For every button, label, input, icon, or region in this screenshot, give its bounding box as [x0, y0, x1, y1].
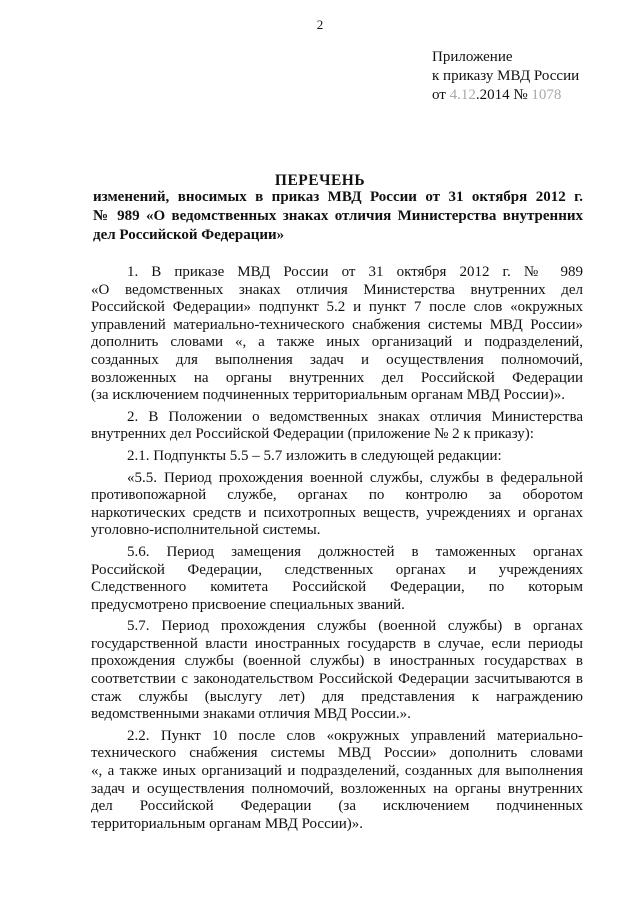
- date-year: .2014: [475, 87, 510, 103]
- paragraph-line: Российской Федерации» подпункт 5.2 и пункт 7 после слов «окружных: [91, 299, 583, 316]
- paragraph-line: (за исключением подчиненных территориальным органам МВД России)».: [91, 387, 565, 404]
- paragraph-line: 2. В Положении о ведомственных знаках отличия Министерства: [127, 408, 583, 425]
- paragraph: [91, 264, 583, 405]
- paragraph: [91, 470, 583, 540]
- page-number: 2: [316, 17, 324, 32]
- paragraph-line: «, а также иных организаций и подразделений, созданных для выполнения: [91, 763, 583, 780]
- paragraph-line: технического снабжения системы МВД России» дополнить словами: [91, 745, 583, 762]
- appendix-header: [432, 48, 579, 105]
- document-body: [91, 264, 583, 833]
- document-title: ПЕРЕЧЕНЬ: [274, 172, 366, 189]
- paragraph-line: 2.2. Пункт 10 после слов «окружных управлений материально-: [127, 727, 583, 744]
- paragraph-line: дополнить словами «, а также иных организаций и подразделений,: [91, 334, 583, 351]
- paragraph-line: Российской Федерации, следственных органах и учреждениях: [91, 561, 583, 578]
- paragraph-line: 5.7. Период прохождения службы (военной службы) в органах: [127, 618, 583, 635]
- paragraph-line: задач и осуществления полномочий, возложенных на органы внутренних: [91, 780, 583, 797]
- paragraph-line: Следственного комитета Российской Федерации, по которым: [91, 579, 583, 596]
- paragraph-line: 1. В приказе МВД России от 31 октября 2012 г. № 989: [127, 264, 583, 280]
- paragraph-line: созданных для выполнения задач и осуществления полномочий,: [91, 351, 583, 368]
- paragraph-line: предусмотрено присвоение специальных званий.: [91, 596, 405, 613]
- paragraph-line: государственной власти иностранных государств в случае, если периоды: [91, 635, 583, 652]
- paragraph-line: прохождения службы (военной службы) в иностранных государствах в: [91, 653, 583, 670]
- subtitle-line: изменений, вносимых в приказ МВД России от 31 октября 2012 г.: [93, 189, 583, 205]
- date-stamp: 4.12: [449, 87, 476, 103]
- paragraph: [91, 409, 583, 444]
- paragraph: [91, 448, 583, 466]
- number-prefix: №: [513, 87, 528, 103]
- appendix-order-reference: к приказу МВД России: [432, 68, 580, 84]
- appendix-label: Приложение: [432, 49, 513, 65]
- paragraph: [91, 544, 583, 614]
- paragraph-line: наркотических средств и психотропных веществ, учреждениях и органах: [91, 504, 583, 521]
- paragraph-line: возложенных на органы внутренних дел Российской Федерации: [91, 369, 583, 386]
- number-stamp: 1078: [531, 87, 562, 103]
- date-prefix: от: [432, 87, 446, 103]
- paragraph: [91, 728, 583, 834]
- paragraph-line: территориальным органам МВД России)».: [91, 815, 364, 832]
- subtitle-line: № 989 «О ведомственных знаках отличия Министерства внутренних: [93, 208, 583, 224]
- paragraph-line: противопожарной службе, органах по контролю за оборотом: [91, 487, 583, 504]
- paragraph-line: стаж службы (выслугу лет) для представления к награждению: [91, 688, 583, 705]
- paragraph-line: соответствии с законодательством Российской Федерации засчитываются в: [91, 671, 583, 688]
- paragraph-line: управлений материально-технического снабжения системы МВД России»: [91, 316, 583, 333]
- paragraph-line: ведомственными знаками отличия МВД России.».: [91, 706, 411, 723]
- document-subtitle: [93, 188, 583, 245]
- paragraph-line: внутренних дел Российской Федерации (приложение № 2 к приказу):: [91, 426, 534, 443]
- appendix-date-line: [432, 86, 579, 105]
- paragraph-line: 5.6. Период замещения должностей в таможенных органах: [127, 543, 583, 560]
- subtitle-line: дел Российской Федерации»: [93, 227, 285, 243]
- paragraph-line: 2.1. Подпункты 5.5 – 5.7 изложить в следующей редакции:: [127, 447, 502, 464]
- paragraph-line: уголовно-исполнительной системы.: [91, 522, 321, 539]
- paragraph-line: «5.5. Период прохождения военной службы, службы в федеральной: [127, 469, 583, 486]
- paragraph: [91, 618, 583, 724]
- paragraph-line: дел Российской Федерации (за исключением подчиненных: [91, 798, 583, 815]
- paragraph-line: «О ведомственных знаках отличия Министерства внутренних дел: [91, 281, 583, 298]
